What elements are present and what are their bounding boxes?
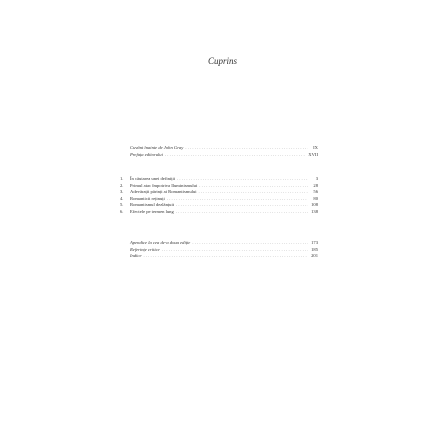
toc-entry-label: În căutarea unei definiții [130,176,176,181]
toc-entry-label: Romanticii reținuți [130,195,165,201]
toc-entry-page: 173 [311,240,318,245]
toc-entry-page: 185 [311,246,318,252]
toc-entry-page: 56 [313,189,318,195]
toc-entry-page: XVII [308,151,318,157]
toc-leader-dots [167,196,308,203]
toc-chapter-5 [120,202,318,209]
toc-entry-editor-preface [120,152,318,159]
toc-entry-label: Apendice la cea de-a doua ediție [130,240,191,245]
toc-leader-dots [165,152,306,159]
toc-leader-dots [199,183,308,190]
toc-chapter-number: 1. [120,176,124,181]
toc-entry-page: IX [313,145,318,150]
toc-chapter-6 [120,209,318,216]
toc-entry-page: 138 [311,208,318,214]
toc-entry-critical-references [120,247,318,254]
toc-leader-dots [198,189,308,196]
toc-leader-dots [185,145,308,152]
toc-front-matter [120,145,318,158]
page-title: Cuprins [207,56,237,66]
toc-leader-dots [176,209,308,216]
toc-leader-dots [143,253,308,260]
toc-entry-foreword [120,145,318,152]
toc-chapter-1 [120,176,318,183]
toc-leader-dots [176,202,308,209]
toc-entry-page: 80 [313,195,318,201]
toc-entry-label: Adevărații părinți ai Romantismului [130,189,197,195]
toc-back-matter [120,240,318,260]
toc-chapters [120,176,318,216]
toc-chapter-number: 5. [120,202,124,208]
toc-entry-page: 3 [315,176,318,181]
toc-entry-label: Prefața editorului [130,151,163,157]
toc-chapter-number: 2. [120,182,124,188]
toc-entry-index [120,253,318,260]
toc-chapter-number: 3. [120,189,124,195]
toc-entry-label: Efectele pe termen lung [130,208,174,214]
toc-leader-dots [192,240,308,247]
toc-entry-page: 28 [313,182,318,188]
toc-leader-dots [162,247,308,254]
toc-entry-page: 108 [311,202,318,208]
toc-chapter-4 [120,196,318,203]
toc-entry-label: Indice [130,253,142,259]
toc-leader-dots [177,176,308,183]
toc-entry-label: Referințe critice [130,246,160,252]
toc-chapter-number: 4. [120,195,124,201]
toc-chapter-3 [120,189,318,196]
toc-entry-appendix [120,240,318,247]
toc-entry-label: Primul atac împotriva Iluminismului [130,182,198,188]
toc-chapter-number: 6. [120,208,124,214]
toc-entry-page: 201 [311,253,318,259]
toc-chapter-2 [120,183,318,190]
toc-entry-label: Cuvânt înainte de John Gray [130,145,184,150]
toc-entry-label: Romantismul dezlănțuit [130,202,175,208]
